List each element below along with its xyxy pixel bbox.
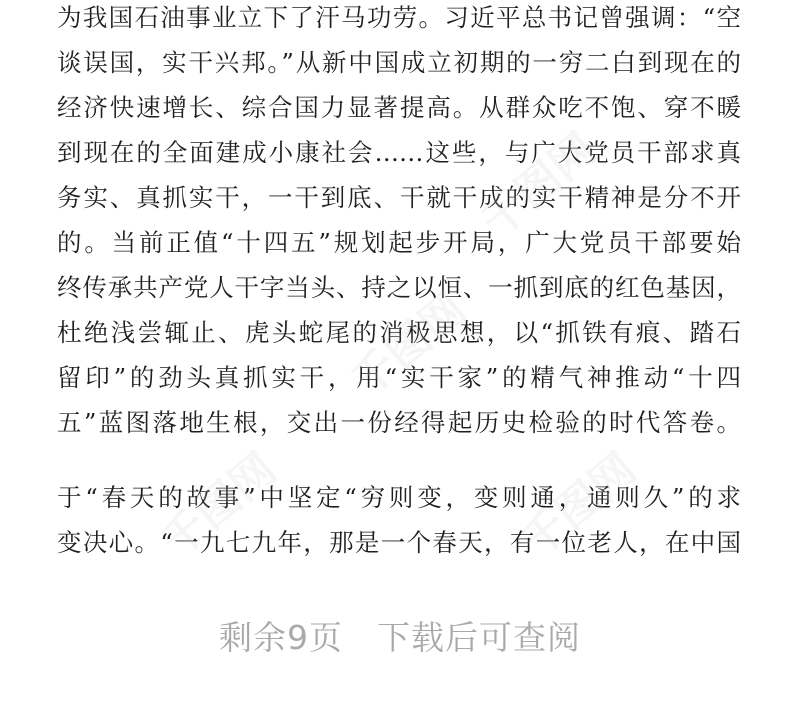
text-line: 变决心。“一九七九年，那是一个春天，有一位老人，在中国	[57, 528, 741, 557]
watermark-logo: 千图网	[511, 443, 646, 568]
watermark-logo: 千图网	[151, 443, 286, 568]
watermark-logo: 千图网	[471, 123, 606, 248]
text-line: 经济快速增长、综合国力显著提高。从群众吃不饱、穿不暖	[57, 93, 741, 122]
document-paragraph	[57, 475, 741, 565]
text-line: 为我国石油事业立下了汗马功劳。习近平总书记曾强调：“空	[57, 3, 741, 32]
text-line: 到现在的全面建成小康社会……这些，与广大党员干部求真	[57, 138, 741, 167]
document-paragraph	[57, 0, 741, 445]
text-line: 留印”的劲头真抓实干，用“实干家”的精气神推动“十四	[57, 363, 741, 392]
text-line: 务实、真抓实干，一干到底、干就干成的实干精神是分不开	[57, 183, 741, 212]
text-line: 杜绝浅尝辄止、虎头蛇尾的消极思想，以“抓铁有痕、踏石	[57, 318, 741, 347]
download-to-view-banner[interactable]	[0, 612, 800, 664]
watermark-logo: 千图网	[341, 283, 476, 408]
download-to-view-label: 下载后可查阅	[377, 618, 581, 657]
text-line: 于“春天的故事”中坚定“穷则变，变则通，通则久”的求	[57, 483, 741, 512]
text-line: 五”蓝图落地生根，交出一份经得起历史检验的时代答卷。	[57, 408, 741, 437]
text-line: 谈误国，实干兴邦。”从新中国成立初期的一穷二白到现在的	[57, 48, 741, 77]
text-line: 终传承共产党人干字当头、持之以恒、一抓到底的红色基因，	[57, 273, 741, 302]
text-line: 的。当前正值“十四五”规划起步开局，广大党员干部要始	[57, 228, 741, 257]
remaining-pages-label: 剩余9页	[219, 618, 343, 657]
